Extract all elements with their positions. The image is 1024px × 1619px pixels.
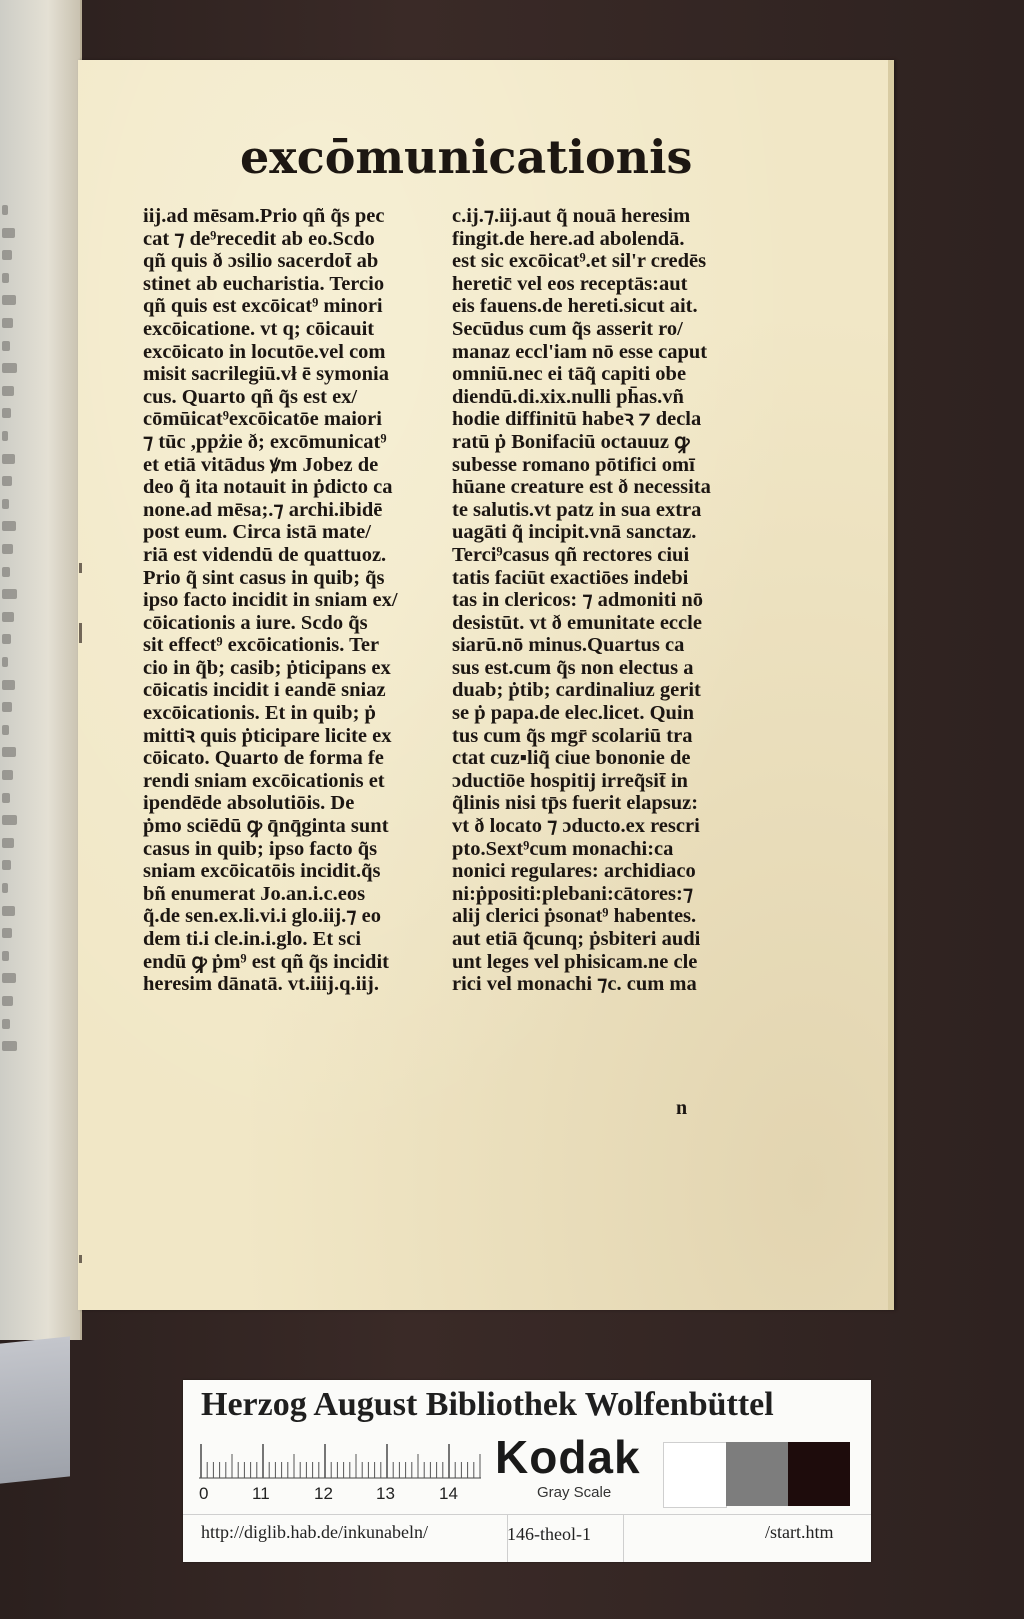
text-line: fingit.de here.ad abolendā. — [452, 227, 685, 250]
ruler-label: 13 — [376, 1484, 395, 1503]
text-line: est sic excōicat⁹.et sil'r credēs — [452, 250, 707, 273]
text-line: ratū ṗ Bonifaciū octauuz ꝙ — [452, 430, 690, 453]
text-line: cōicationis a iure. Scdo q̃s — [143, 611, 368, 634]
text-line: rendi sniam excōicationis et — [143, 769, 385, 792]
page-running-header: excōmunicationis — [240, 130, 693, 184]
text-line: ɔductiōe hospitij irreq̃sit̄ in — [452, 769, 688, 792]
text-line: pto.Sext⁹cum monachi:ca — [452, 837, 674, 860]
text-line: vt ð locato ⁊ ɔducto.ex rescri — [452, 815, 700, 838]
text-line: manaz eccl'iam nō esse caput — [452, 340, 708, 363]
previous-page-text-fragment — [2, 951, 9, 961]
text-line: ipso facto incidit in sniam ex/ — [143, 589, 398, 612]
text-column-right — [452, 205, 732, 996]
text-line: rici vel monachi ⁊c. cum ma — [452, 973, 697, 996]
text-line: qñ quis ð ɔsilio sacerdot̄ ab — [143, 250, 379, 273]
text-line: uagāti q̃ incipit.vnā sanctaz. — [452, 521, 697, 544]
text-line: se ṗ papa.de elec.licet. Quin — [452, 702, 695, 725]
previous-page-text-fragment — [2, 544, 13, 554]
text-line: excōicato in locutōe.vel com — [143, 340, 386, 363]
text-line: q̃.de sen.ex.li.vi.i glo.iij.⁊ eo — [143, 905, 381, 928]
ruler-label: 11 — [252, 1484, 270, 1503]
text-line: cōmūicat⁹excōicatōe maiori — [143, 408, 382, 431]
previous-page-text-fragment — [2, 386, 14, 396]
previous-page-text-fragment — [2, 295, 16, 305]
text-line: sit effect⁹ excōicationis. Ter — [143, 634, 380, 657]
text-line: post eum. Circa istā mate/ — [143, 521, 371, 544]
previous-page-text-fragment — [2, 928, 12, 938]
previous-page-text-fragment — [2, 499, 9, 509]
text-line: endū ꝙ ṗm⁹ est qñ q̃s incidit — [143, 950, 389, 973]
text-line: c.ij.⁊.iij.aut q̃ nouā heresim — [452, 205, 691, 227]
signature-mark: n — [676, 1097, 688, 1119]
text-line: heretic̄ vel eos receptās:aut — [452, 272, 688, 295]
text-line: tatis faciūt exactiōes indebi — [452, 566, 689, 589]
gray-scale-label: Gray Scale — [537, 1484, 612, 1501]
text-line: Secūdus cum q̃s asserit ro/ — [452, 317, 683, 340]
text-line: subesse romano pōtifici omī — [452, 453, 695, 476]
card-divider — [623, 1514, 624, 1562]
text-line: excōicatione. vt q; cōicauit — [143, 317, 375, 340]
previous-page-text-fragment — [2, 634, 11, 644]
card-divider — [183, 1514, 871, 1515]
text-line: aut etiā q̃cunq; ṗsbiteri audi — [452, 928, 701, 950]
gray-patch-white — [663, 1442, 727, 1508]
previous-page-text-fragment — [2, 205, 8, 215]
text-line: cōicatis incidit i eandē sniaz — [143, 679, 386, 702]
previous-page-text-fragment — [2, 793, 10, 803]
previous-page-text-fragment — [2, 612, 14, 622]
text-line: cat ⁊ de⁹recedit ab eo.Scdo — [143, 227, 375, 250]
previous-page-text-fragment — [2, 567, 10, 577]
previous-page-text-fragment — [2, 363, 17, 373]
text-line: siarū.nō minus.Quartus ca — [452, 634, 685, 657]
text-line: ni:ṗpositi:plebani:cātores:⁊ — [452, 882, 694, 905]
previous-page-text-fragment — [2, 476, 12, 486]
text-line: none.ad mēsa;.⁊ archi.ibidē — [143, 498, 383, 521]
previous-page-text-fragment — [2, 228, 15, 238]
text-line: dem ti.i cle.in.i.glo. Et sci — [143, 928, 362, 950]
text-line: riā est videndū de quattuoz. — [143, 543, 387, 566]
text-line: sniam excōicatōis incidit.q̃s — [143, 860, 381, 883]
text-line: qñ quis est excōicat⁹ minori — [143, 295, 383, 318]
kodak-logo: Kodak — [495, 1431, 641, 1483]
previous-page-text-fragment — [2, 521, 16, 531]
text-line: et etiā vitādus ꝟm Jobez de — [143, 453, 379, 476]
previous-page-text-fragment — [2, 747, 16, 757]
text-line: alij clerici ṗsonat⁹ habentes. — [452, 905, 697, 928]
previous-page-edge — [0, 0, 82, 1340]
text-line: sus est.cum q̃s non electus a — [452, 656, 694, 679]
text-line: casus in quib; ipso facto q̃s — [143, 837, 378, 860]
previous-page-text-fragment — [2, 860, 11, 870]
previous-page-text-fragment — [2, 589, 17, 599]
text-line: hodie diffinitū habeꝛ ⁊ decla — [452, 408, 702, 431]
previous-page-text-fragment — [2, 996, 13, 1006]
text-line: q̃linis nisi tp̄s fuerit elapsuz: — [452, 792, 699, 815]
ruler-label: 12 — [314, 1484, 333, 1503]
text-line: Terci⁹casus qñ rectores ciui — [452, 543, 690, 566]
collection-url: http://diglib.hab.de/inkunabeln/ — [201, 1522, 428, 1542]
ruler-scale — [199, 1440, 481, 1480]
ruler-label: 14 — [439, 1484, 458, 1503]
text-line: tus cum q̃s mgr̄ scolariū tra — [452, 724, 693, 747]
text-line: cus. Quarto qñ q̃s est ex/ — [143, 385, 358, 408]
previous-page-text-fragment — [2, 770, 13, 780]
previous-page-text-fragment — [2, 815, 17, 825]
previous-page-text-fragment — [2, 1041, 17, 1051]
text-line: unt leges vel phisicam.ne cle — [452, 950, 698, 973]
text-line: hūane creature est ð necessita — [452, 476, 711, 499]
text-line: te salutis.vt patz in sua extra — [452, 498, 702, 521]
text-line: ipendēde absolutiōis. De — [143, 792, 355, 815]
text-line: diendū.di.xix.nulli ph̄as.vñ — [452, 385, 684, 408]
gutter-paper-slip — [0, 1336, 70, 1483]
text-line: Prio q̃ sint casus in quib; q̃s — [143, 566, 385, 589]
previous-page-text-fragment — [2, 725, 9, 735]
previous-page-text-fragment — [2, 680, 15, 690]
text-line: iij.ad mēsam.Prio qñ q̃s pec — [143, 205, 385, 227]
previous-page-text-fragment — [2, 318, 13, 328]
gray-patch-mid — [726, 1442, 788, 1506]
previous-page-text-fragment — [2, 431, 8, 441]
text-line: heresim dānatā. vt.iiij.q.iij. — [143, 973, 379, 996]
previous-page-text-fragment — [2, 1019, 10, 1029]
previous-page-text-fragment — [2, 883, 8, 893]
gutter-mark — [79, 623, 82, 643]
gutter-mark — [79, 563, 82, 573]
previous-page-text-fragment — [2, 454, 15, 464]
previous-page-text-fragment — [2, 838, 14, 848]
text-line: deo q̃ ita notauit in ṗdicto ca — [143, 476, 393, 499]
previous-page-text-fragment — [2, 341, 10, 351]
text-line: nonici regulares: archidiaco — [452, 860, 696, 883]
text-line: cōicato. Quarto de forma fe — [143, 747, 384, 770]
text-line: omniū.nec ei tāq̃ capiti obe — [452, 363, 687, 386]
previous-page-text-fragment — [2, 273, 9, 283]
text-line: tas in clericos: ⁊ admoniti nō — [452, 589, 704, 612]
text-line: duab; ṗtib; cardinaliuz gerit — [452, 679, 701, 702]
text-line: ctat cuz▪liq̃ ciue bononie de — [452, 747, 691, 770]
previous-page-text-fragment — [2, 702, 12, 712]
text-line: stinet ab eucharistia. Tercio — [143, 272, 385, 295]
text-line: ṗmo sciēdū ꝙ q̄nq̄ginta sunt — [143, 815, 389, 838]
previous-page-text-fragment — [2, 408, 11, 418]
gray-patch-dark — [788, 1442, 850, 1506]
gutter-mark — [79, 1255, 82, 1263]
color-target-card — [183, 1380, 871, 1562]
text-line: eis fauens.de hereti.sicut ait. — [452, 295, 698, 318]
text-line: cio in q̃b; casib; ṗticipans ex — [143, 656, 391, 679]
text-line: misit sacrilegiū.vł ē symonia — [143, 363, 389, 386]
shelfmark: 146-theol-1 — [507, 1524, 591, 1544]
text-line: desistūt. vt ð emunitate eccle — [452, 611, 702, 634]
text-line: ⁊ tūc ,ppżie ð; excōmunicat⁹ — [143, 430, 387, 453]
ruler-label: 0 — [199, 1484, 209, 1503]
text-line: mittiꝛ quis ṗticipare licite ex — [143, 724, 392, 747]
text-column-left — [143, 205, 426, 996]
previous-page-text-fragment — [2, 973, 16, 983]
text-line: excōicationis. Et in quib; ṗ — [143, 702, 376, 725]
text-line: bñ enumerat Jo.an.i.c.eos — [143, 882, 366, 905]
previous-page-text-fragment — [2, 906, 15, 916]
previous-page-text-fragment — [2, 657, 8, 667]
library-name: Herzog August Bibliothek Wolfenbüttel — [201, 1386, 774, 1423]
start-url: /start.htm — [765, 1522, 834, 1542]
previous-page-text-fragment — [2, 250, 12, 260]
